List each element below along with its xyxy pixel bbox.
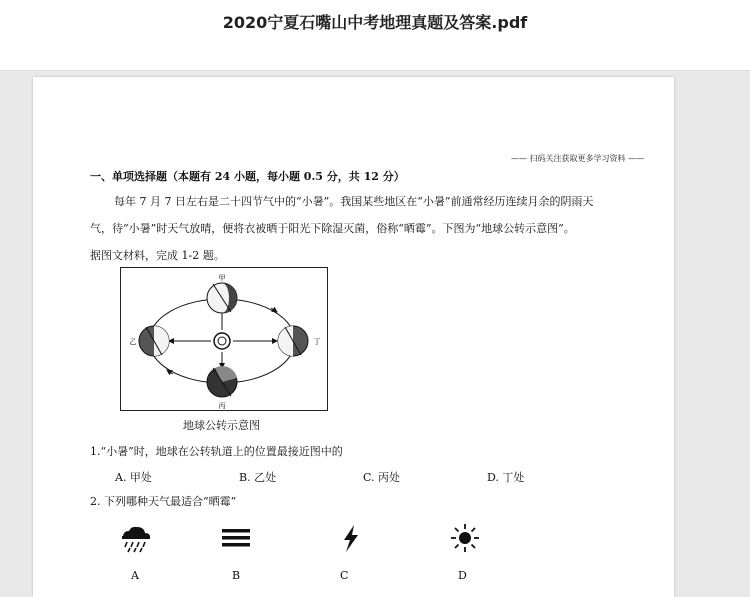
fog-icon [218, 523, 254, 553]
label-bing: 丙 [218, 402, 226, 410]
label-ding: 丁 [313, 338, 321, 346]
watermark-text: —— 扫码关注获取更多学习资料 —— [511, 154, 645, 163]
earth-jia [207, 283, 237, 313]
orbit-diagram [121, 268, 327, 410]
intro-line: 据图文材料，完成 1-2 题。 [90, 249, 225, 262]
question-1-option-b: B. 乙处 [239, 471, 277, 484]
question-1-option-a: A. 甲处 [115, 471, 152, 484]
intro-line: 每年 7 月 7 日左右是二十四节气中的“小暑”。我国某些地区在“小暑”前通常经历连续月余的阴雨天 [114, 195, 594, 208]
intro-line: 气，待“小暑”时天气放晴，便将衣被晒于阳光下除湿灭菌，俗称“晒霉”。下图为“地球公转示意图”。 [90, 222, 575, 235]
intro-paragraph [90, 188, 650, 269]
earth-revolution-figure [120, 267, 328, 411]
question-2-option-a-label: A [131, 569, 139, 582]
question-1-stem: 1.“小暑”时，地球在公转轨道上的位置最接近图中的 [90, 445, 343, 458]
section-heading: 一、单项选择题（本题有 24 小题，每小题 0.5 分，共 12 分） [90, 170, 405, 183]
label-yi: 乙 [129, 338, 137, 346]
viewer-header [0, 0, 750, 71]
rain-cloud-icon [117, 523, 153, 553]
sun-icon [447, 523, 483, 553]
lightning-icon [333, 523, 369, 553]
document-title: 2020宁夏石嘴山中考地理真题及答案.pdf [222, 13, 528, 32]
question-1-option-d: D. 丁处 [487, 471, 525, 484]
label-jia: 甲 [218, 274, 226, 282]
question-2-stem: 2. 下列哪种天气最适合“晒霉” [90, 495, 237, 508]
figure-caption: 地球公转示意图 [183, 419, 260, 432]
question-1-option-c: C. 丙处 [363, 471, 401, 484]
question-2-option-c-label: C [340, 569, 349, 582]
earth-ding [278, 326, 308, 356]
question-2-option-b-label: B [232, 569, 241, 582]
pdf-page [33, 77, 674, 597]
earth-bing [207, 366, 237, 397]
earth-yi [139, 326, 169, 356]
question-2-option-d-label: D [458, 569, 467, 582]
